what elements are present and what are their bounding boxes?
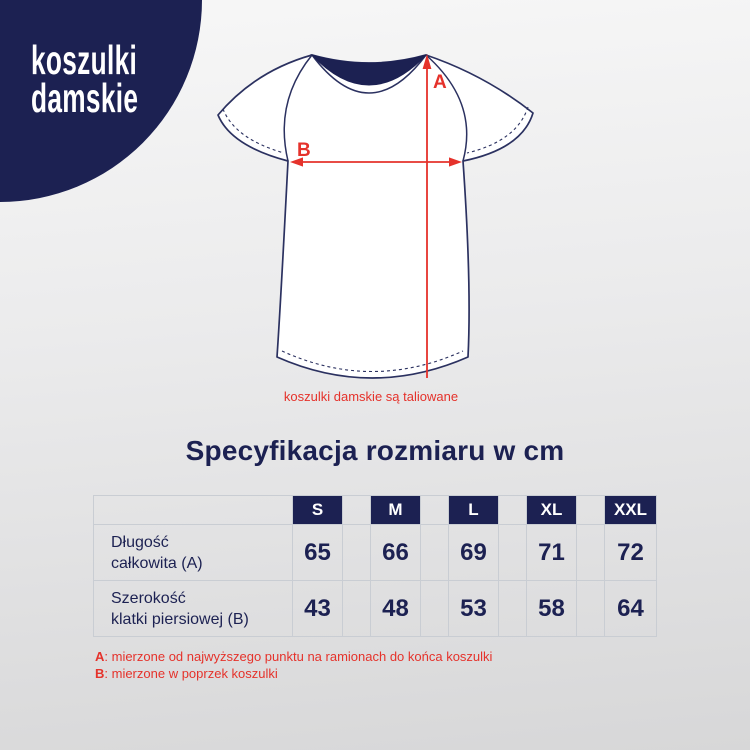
header-size-m: M xyxy=(371,496,421,525)
length-l: 69 xyxy=(449,525,499,581)
row-label-line2: klatki piersiowej (B) xyxy=(111,610,249,628)
brand-logo-line2: damskie xyxy=(31,75,139,121)
spacer-cell xyxy=(499,525,527,581)
header-spacer xyxy=(421,496,449,525)
size-table-header-row xyxy=(94,496,657,525)
row-label-line1: Długość xyxy=(111,533,169,551)
row-label-chest xyxy=(94,581,293,637)
footnote-a-key: A xyxy=(95,649,105,664)
footnote-b-text: : mierzone w poprzek koszulki xyxy=(104,666,278,681)
spacer-cell xyxy=(577,581,605,637)
length-s: 65 xyxy=(293,525,343,581)
row-label-line2: całkowita (A) xyxy=(111,554,203,572)
spacer-cell xyxy=(421,525,449,581)
chest-xl: 58 xyxy=(527,581,577,637)
header-spacer xyxy=(343,496,371,525)
header-size-s: S xyxy=(293,496,343,525)
spacer-cell xyxy=(343,581,371,637)
measurement-footnotes xyxy=(95,648,492,682)
spacer-cell xyxy=(577,525,605,581)
fit-note: koszulki damskie są taliowane xyxy=(283,389,459,404)
tshirt-silhouette xyxy=(218,55,533,378)
spacer-cell xyxy=(343,525,371,581)
length-xl: 71 xyxy=(527,525,577,581)
section-heading: Specyfikacja rozmiaru w cm xyxy=(185,435,565,466)
table-row-length xyxy=(94,525,657,581)
row-label-line1: Szerokość xyxy=(111,589,186,607)
header-spacer xyxy=(499,496,527,525)
size-table xyxy=(93,495,657,637)
brand-logo-line1: koszulki xyxy=(31,37,138,83)
row-label-length xyxy=(94,525,293,581)
arrow-a-label: A xyxy=(433,72,447,93)
chest-l: 53 xyxy=(449,581,499,637)
header-size-xxl: XXL xyxy=(605,496,657,525)
length-xxl: 72 xyxy=(605,525,657,581)
footnote-b-key: B xyxy=(95,666,105,681)
length-m: 66 xyxy=(371,525,421,581)
footnote-a xyxy=(95,648,492,665)
footnote-b xyxy=(95,665,492,682)
header-empty-cell xyxy=(94,496,293,525)
chest-xxl: 64 xyxy=(605,581,657,637)
chest-m: 48 xyxy=(371,581,421,637)
spacer-cell xyxy=(421,581,449,637)
chest-s: 43 xyxy=(293,581,343,637)
arrow-b-label: B xyxy=(297,140,311,161)
tshirt-measurement-diagram xyxy=(210,48,540,393)
footnote-a-text: : mierzone od najwyższego punktu na ramionach do końca koszulki xyxy=(104,649,493,664)
header-size-xl: XL xyxy=(527,496,577,525)
spacer-cell xyxy=(499,581,527,637)
table-row-chest xyxy=(94,581,657,637)
brand-logo xyxy=(31,37,139,121)
header-size-l: L xyxy=(449,496,499,525)
header-spacer xyxy=(577,496,605,525)
